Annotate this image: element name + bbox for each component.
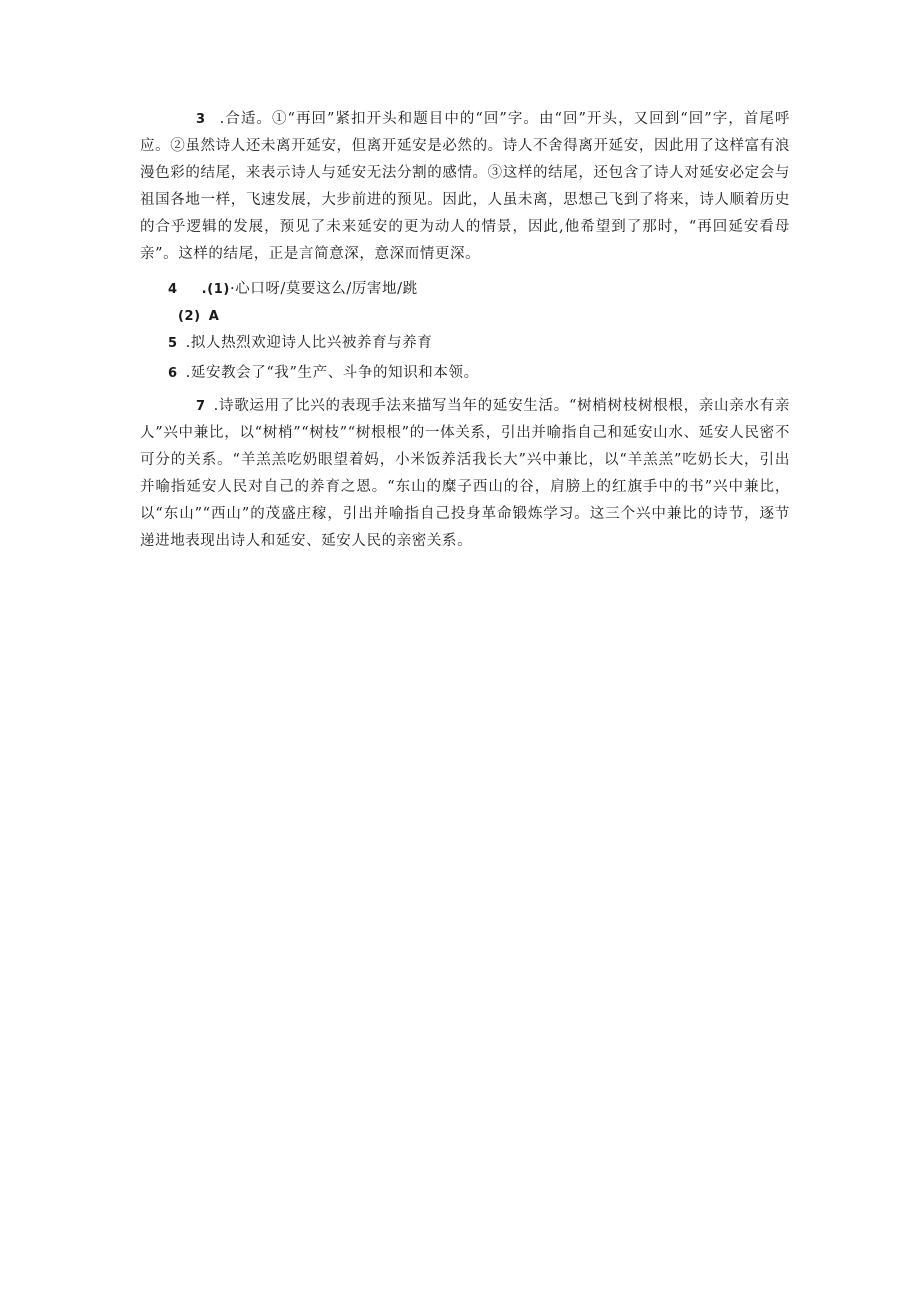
document-page: [140, 106, 790, 555]
answer-4-part-1: [140, 276, 790, 303]
answer-text: .拟人热烈欢迎诗人比兴被养育与养育: [185, 335, 433, 351]
sub-question-label: .(1): [201, 282, 230, 297]
answer-6: [140, 360, 790, 387]
answer-4-part-2: [140, 303, 790, 330]
sub-question-label: (2): [178, 309, 201, 324]
answer-7: [140, 393, 790, 555]
answer-text: .合适。①“再回”紧扣开头和题目中的“回”字。由“回”开头，又回到“回”字，首尾呼应。②虽然诗人还未离开延安，但离开延安是必然的。诗人不舍得离开延安，因此用了这样富有浪漫色彩的结尾，来表示诗人与延安无法分割的感情。③这样的结尾，还包含了诗人对延安必定会与祖国各地一样，飞速发展，大步前进的预见。因此，人虽未离，思想己飞到了将来，诗人顺着历史的合乎逻辑的发展，预见了未来延安的更为动人的情景，因此,他希望到了那时，“再回延安看母亲”。这样的结尾，正是言简意深，意深而情更深。: [140, 111, 790, 262]
answer-3: [140, 106, 790, 268]
answer-5: [140, 330, 790, 357]
question-number: 3: [196, 112, 206, 127]
question-number: 7: [196, 399, 206, 414]
question-number: 6: [168, 366, 178, 381]
answer-text: A: [208, 309, 220, 324]
question-number: 5: [168, 336, 178, 351]
question-number: 4: [168, 282, 178, 297]
answer-text: .诗歌运用了比兴的表现手法来描写当年的延安生活。“树梢树枝树根根，亲山亲水有亲人”兴中兼比，以“树梢”“树枝”“树根根”的一体关系，引出并喻指自己和延安山水、延安人民密不可分的关系。“羊羔羔吃奶眼望着妈，小米饭养活我长大”兴中兼比，以“羊羔羔”吃奶长大，引出并喻指延安人民对自己的养育之恩。“东山的糜子西山的谷，肩膀上的红旗手中的书”兴中兼比，以“东山”“西山”的茂盛庄稼，引出并喻指自己投身革命锻炼学习。这三个兴中兼比的诗节，逐节递进地表现出诗人和延安、延安人民的亲密关系。: [140, 398, 790, 549]
answer-text: ·心口呀/莫要这么/厉害地/跳: [229, 281, 418, 297]
answer-text: .延安教会了“我”生产、斗争的知识和本领。: [185, 365, 479, 381]
